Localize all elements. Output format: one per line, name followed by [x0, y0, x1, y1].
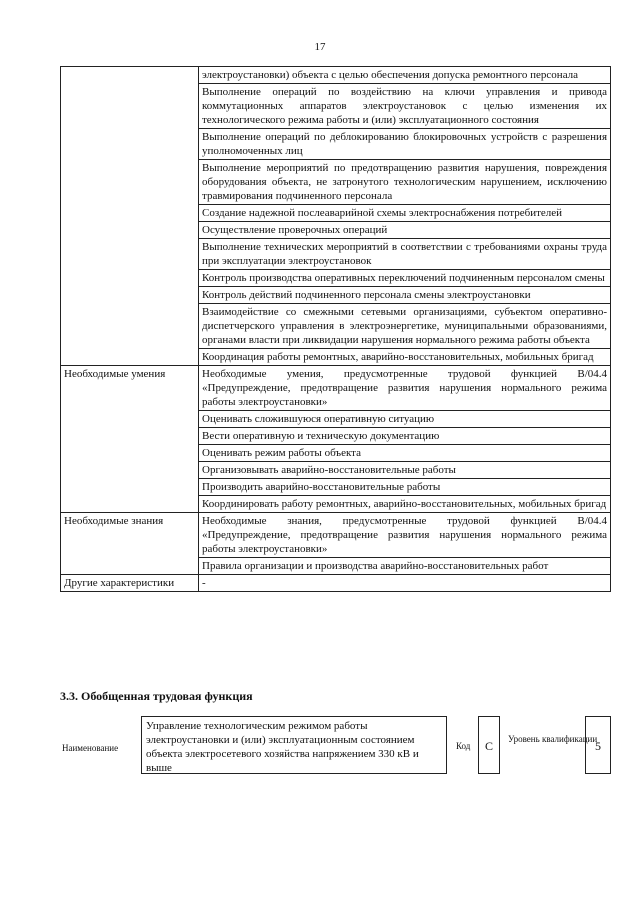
- qualification-level-label: Уровень квалификации: [508, 734, 598, 744]
- labor-action-text: электроустановки) объекта с целью обеспечения допуска ремонтного персонала: [199, 67, 611, 84]
- table-row: [61, 67, 611, 84]
- qualification-level-value: 5: [585, 716, 611, 774]
- labor-action-text: Выполнение операций по воздействию на ключи управления и привода коммутационных аппаратов электроустановок с целью изменения их технологического режима работы и (или) эксплуатационного состояния: [199, 84, 611, 129]
- name-label: Наименование: [62, 743, 119, 753]
- skill-text: Оценивать сложившуюся оперативную ситуацию: [199, 411, 611, 428]
- labor-action-text: Осуществление проверочных операций: [199, 222, 611, 239]
- section-heading: 3.3. Обобщенная трудовая функция: [60, 689, 253, 703]
- name-value: Управление технологическим режимом работы электроустановки и (или) эксплуатационным состоянием объекта электросетевого хозяйства напряжением 330 кВ и выше: [141, 716, 447, 774]
- other-characteristics-label: Другие характеристики: [61, 575, 199, 592]
- page-number: 17: [314, 41, 326, 53]
- labor-action-text: Контроль производства оперативных переключений подчиненным персоналом смены: [199, 270, 611, 287]
- labor-function-table: [60, 66, 611, 592]
- required-skills-label: Необходимые умения: [61, 366, 199, 513]
- code-label: Код: [456, 741, 471, 751]
- labor-action-text: Координация работы ремонтных, аварийно-восстановительных, мобильных бригад: [199, 349, 611, 366]
- skill-text: Вести оперативную и техническую документацию: [199, 428, 611, 445]
- row-label-cell: [61, 67, 199, 366]
- code-value: C: [478, 716, 500, 774]
- labor-action-text: Создание надежной послеаварийной схемы электроснабжения потребителей: [199, 205, 611, 222]
- required-knowledge-label: Необходимые знания: [61, 513, 199, 575]
- knowledge-text: Необходимые знания, предусмотренные трудовой функцией B/04.4 «Предупреждение, предотвращение развития нарушения нормального режима работы электроустановки»: [199, 513, 611, 558]
- labor-action-text: Взаимодействие со смежными сетевыми организациями, субъектом оперативно-диспетчерского управления в электроэнергетике, муниципальными образованиями, органами власти при ликвидации нарушения нормального режима работы объекта: [199, 304, 611, 349]
- other-characteristics-value: -: [199, 575, 611, 592]
- skill-text: Необходимые умения, предусмотренные трудовой функцией B/04.4 «Предупреждение, предотвращение развития нарушения нормального режима работы электроустановки»: [199, 366, 611, 411]
- skill-text: Организовывать аварийно-восстановительные работы: [199, 462, 611, 479]
- labor-action-text: Выполнение технических мероприятий в соответствии с требованиями охраны труда при эксплуатации электроустановок: [199, 239, 611, 270]
- labor-action-text: Контроль действий подчиненного персонала смены электроустановки: [199, 287, 611, 304]
- skill-text: Координировать работу ремонтных, аварийно-восстановительных, мобильных бригад: [199, 496, 611, 513]
- labor-action-text: Выполнение мероприятий по предотвращению развития нарушения, повреждения оборудования объекта, не затронутого технологическим нарушением, исключению травмирования подчиненного персонала: [199, 160, 611, 205]
- skill-text: Производить аварийно-восстановительные работы: [199, 479, 611, 496]
- table-row: [61, 366, 611, 411]
- table-row: [61, 575, 611, 592]
- skill-text: Оценивать режим работы объекта: [199, 445, 611, 462]
- labor-action-text: Выполнение операций по деблокированию блокировочных устройств с разрешения уполномоченных лиц: [199, 129, 611, 160]
- table-row: [61, 513, 611, 558]
- knowledge-text: Правила организации и производства аварийно-восстановительных работ: [199, 558, 611, 575]
